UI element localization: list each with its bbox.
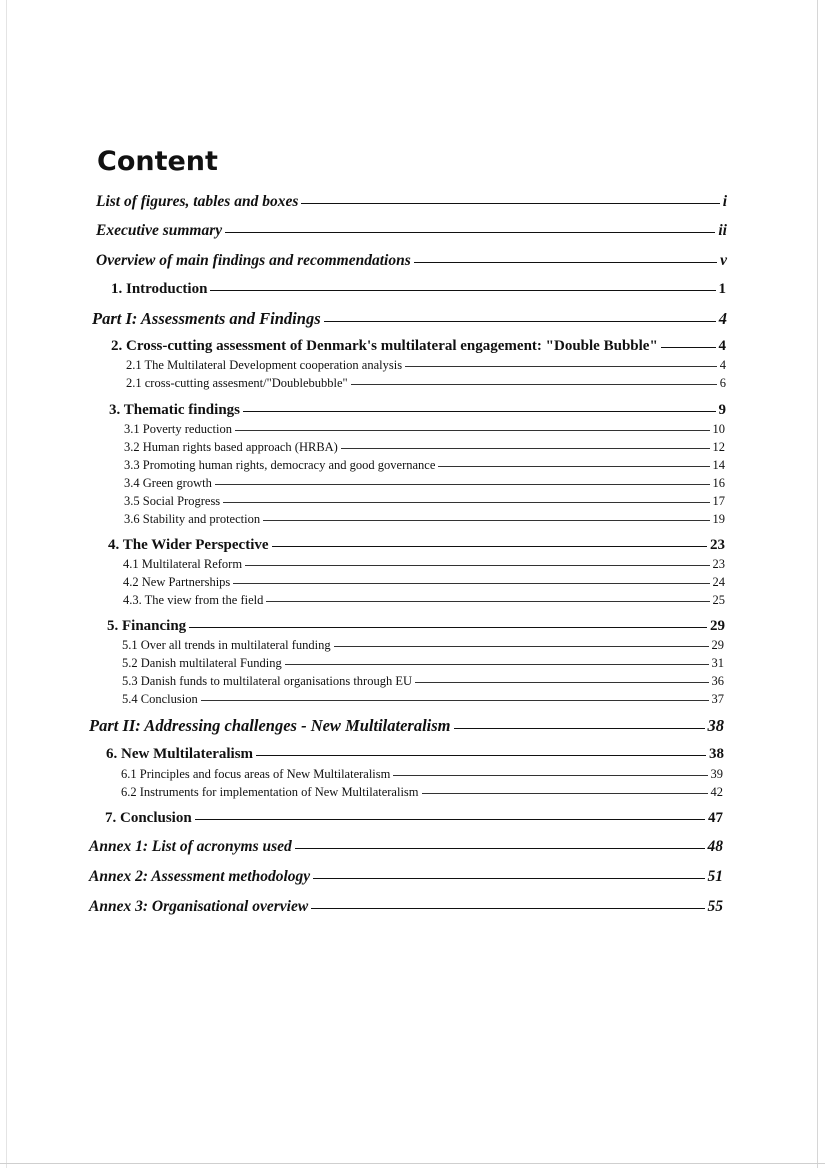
dot-leader bbox=[341, 448, 710, 449]
toc-entry-label: 3.2 Human rights based approach (HRBA) bbox=[124, 440, 338, 454]
dot-leader bbox=[201, 700, 709, 701]
toc-entry-6-2[interactable] bbox=[121, 785, 723, 800]
toc-entry-4-2[interactable] bbox=[123, 575, 725, 590]
dot-leader bbox=[324, 321, 716, 322]
dot-leader bbox=[195, 819, 705, 820]
toc-entry-page: 51 bbox=[707, 868, 723, 885]
dot-leader bbox=[223, 502, 709, 503]
toc-entry-page: 10 bbox=[712, 422, 725, 436]
toc-entry-page: v bbox=[720, 252, 727, 269]
toc-entry-label: 2.1 cross-cutting assesment/"Doublebubble" bbox=[126, 376, 348, 390]
toc-entry-page: 4 bbox=[719, 358, 726, 372]
dot-leader bbox=[313, 878, 704, 879]
toc-entry-label: 5.2 Danish multilateral Funding bbox=[122, 656, 282, 670]
toc-entry-page: 23 bbox=[710, 537, 725, 553]
dot-leader bbox=[233, 583, 709, 584]
toc-entry-3-6[interactable] bbox=[124, 512, 725, 527]
toc-entry-page: 36 bbox=[711, 674, 724, 688]
toc-entry-label: 6. New Multilateralism bbox=[106, 746, 254, 762]
toc-entry-page: 47 bbox=[708, 810, 723, 826]
toc-entry-label: 4.2 New Partnerships bbox=[123, 575, 231, 589]
toc-entry-label: Executive summary bbox=[96, 222, 223, 239]
toc-entry-4-3[interactable] bbox=[123, 593, 725, 608]
toc-entry-5-3[interactable] bbox=[122, 674, 724, 689]
toc-entry-introduction[interactable] bbox=[111, 281, 726, 298]
toc-entry-2-1[interactable] bbox=[126, 358, 726, 373]
toc-entry-label: 3.3 Promoting human rights, democracy and good governance bbox=[124, 458, 436, 472]
toc-entry-page: 1 bbox=[718, 281, 726, 297]
dot-leader bbox=[210, 290, 715, 291]
toc-entry-annex-2[interactable] bbox=[89, 868, 723, 886]
toc-entry-label: Overview of main findings and recommendations bbox=[96, 252, 411, 269]
dot-leader bbox=[285, 664, 709, 665]
toc-entry-3-2[interactable] bbox=[124, 440, 725, 455]
dot-leader bbox=[405, 366, 717, 367]
toc-entry-label: Annex 3: Organisational overview bbox=[89, 898, 309, 915]
toc-entry-5-2[interactable] bbox=[122, 656, 724, 671]
toc-entry-label: 1. Introduction bbox=[111, 281, 208, 297]
toc-entry-overview[interactable] bbox=[96, 252, 727, 270]
toc-entry-chapter-7[interactable] bbox=[105, 810, 723, 827]
toc-entry-label: 5.1 Over all trends in multilateral funding bbox=[122, 638, 331, 652]
dot-leader bbox=[393, 775, 707, 776]
toc-entry-6-1[interactable] bbox=[121, 767, 723, 782]
dot-leader bbox=[272, 546, 707, 547]
toc-entry-chapter-6[interactable] bbox=[106, 746, 724, 763]
toc-entry-label: List of figures, tables and boxes bbox=[96, 193, 299, 210]
toc-entry-label: 3.1 Poverty reduction bbox=[124, 422, 232, 436]
toc-entry-3-3[interactable] bbox=[124, 458, 725, 473]
toc-entry-page: 39 bbox=[710, 767, 723, 781]
dot-leader bbox=[351, 384, 717, 385]
toc-entry-5-1[interactable] bbox=[122, 638, 724, 653]
toc-entry-page: i bbox=[722, 193, 727, 210]
dot-leader bbox=[225, 232, 715, 233]
dot-leader bbox=[295, 848, 705, 849]
toc-entry-page: 19 bbox=[712, 512, 725, 526]
dot-leader bbox=[301, 203, 719, 204]
toc-entry-label: Part II: Addressing challenges - New Multilateralism bbox=[89, 716, 451, 735]
toc-entry-page: 9 bbox=[718, 402, 726, 418]
toc-entry-label: 5.3 Danish funds to multilateral organisations through EU bbox=[122, 674, 413, 688]
toc-entry-label: 4.1 Multilateral Reform bbox=[123, 557, 243, 571]
toc-entry-page: 38 bbox=[709, 746, 724, 762]
toc-entry-part-2[interactable] bbox=[89, 716, 724, 736]
toc-entry-4-1[interactable] bbox=[123, 557, 725, 572]
toc-entry-page: 55 bbox=[707, 898, 723, 915]
toc-entry-label: 5. Financing bbox=[107, 618, 187, 634]
toc-entry-label: 2.1 The Multilateral Development cooperation analysis bbox=[126, 358, 403, 372]
toc-entry-list-of-figures[interactable] bbox=[96, 193, 727, 211]
toc-entry-page: 48 bbox=[707, 838, 723, 855]
toc-entry-chapter-5[interactable] bbox=[107, 618, 725, 635]
toc-entry-5-4[interactable] bbox=[122, 692, 724, 707]
dot-leader bbox=[438, 466, 709, 467]
dot-leader bbox=[334, 646, 709, 647]
dot-leader bbox=[215, 484, 710, 485]
dot-leader bbox=[661, 347, 716, 348]
toc-entry-page: 42 bbox=[710, 785, 723, 799]
toc-entry-label: 6.2 Instruments for implementation of New Multilateralism bbox=[121, 785, 419, 799]
toc-entry-page: 37 bbox=[711, 692, 724, 706]
toc-entry-label: 6.1 Principles and focus areas of New Multilateralism bbox=[121, 767, 391, 781]
toc-entry-page: 17 bbox=[712, 494, 725, 508]
toc-entry-chapter-2[interactable] bbox=[111, 338, 726, 355]
toc-entry-annex-3[interactable] bbox=[89, 898, 723, 916]
toc-entry-page: 25 bbox=[712, 593, 725, 607]
dot-leader bbox=[422, 793, 708, 794]
toc-entry-page: 16 bbox=[712, 476, 725, 490]
dot-leader bbox=[245, 565, 709, 566]
toc-entry-page: 31 bbox=[711, 656, 724, 670]
dot-leader bbox=[189, 627, 707, 628]
dot-leader bbox=[415, 682, 708, 683]
toc-entry-label: 3.5 Social Progress bbox=[124, 494, 221, 508]
dot-leader bbox=[263, 520, 709, 521]
page-title: Content bbox=[97, 146, 218, 177]
toc-entry-3-5[interactable] bbox=[124, 494, 725, 509]
dot-leader bbox=[235, 430, 710, 431]
toc-entry-label: Annex 2: Assessment methodology bbox=[89, 868, 311, 885]
toc-entry-page: 29 bbox=[710, 618, 725, 634]
toc-entry-3-4[interactable] bbox=[124, 476, 725, 491]
toc-entry-executive-summary[interactable] bbox=[96, 222, 727, 240]
toc-entry-label: 3. Thematic findings bbox=[109, 402, 240, 418]
toc-entry-page: 4 bbox=[718, 338, 726, 354]
toc-entry-page: 38 bbox=[707, 716, 724, 735]
toc-entry-page: 24 bbox=[712, 575, 725, 589]
toc-entry-label: 7. Conclusion bbox=[105, 810, 192, 826]
toc-entry-page: 23 bbox=[712, 557, 725, 571]
toc-entry-page: 6 bbox=[719, 376, 726, 390]
toc-entry-label: 4. The Wider Perspective bbox=[108, 537, 269, 553]
toc-entry-chapter-4[interactable] bbox=[108, 537, 725, 554]
toc-entry-label: Annex 1: List of acronyms used bbox=[89, 838, 292, 855]
toc-entry-label: 2. Cross-cutting assessment of Denmark's multilateral engagement: "Double Bubble" bbox=[111, 338, 658, 354]
toc-entry-annex-1[interactable] bbox=[89, 838, 723, 856]
toc-entry-label: 4.3. The view from the field bbox=[123, 593, 264, 607]
toc-entry-page: 14 bbox=[712, 458, 725, 472]
toc-entry-page: ii bbox=[718, 222, 727, 239]
dot-leader bbox=[243, 411, 716, 412]
toc-entry-part-1[interactable] bbox=[92, 309, 727, 329]
toc-entry-page: 4 bbox=[718, 309, 727, 328]
toc-entry-label: 5.4 Conclusion bbox=[122, 692, 198, 706]
toc-entry-page: 12 bbox=[712, 440, 725, 454]
toc-entry-label: 3.4 Green growth bbox=[124, 476, 212, 490]
toc-entry-3-1[interactable] bbox=[124, 422, 725, 437]
dot-leader bbox=[454, 728, 705, 729]
toc-entry-label: Part I: Assessments and Findings bbox=[92, 309, 321, 328]
dot-leader bbox=[414, 262, 717, 263]
toc-entry-label: 3.6 Stability and protection bbox=[124, 512, 261, 526]
toc-entry-page: 29 bbox=[711, 638, 724, 652]
dot-leader bbox=[256, 755, 706, 756]
dot-leader bbox=[311, 908, 704, 909]
dot-leader bbox=[266, 601, 709, 602]
toc-entry-2-1b[interactable] bbox=[126, 376, 726, 391]
toc-entry-chapter-3[interactable] bbox=[109, 402, 726, 419]
